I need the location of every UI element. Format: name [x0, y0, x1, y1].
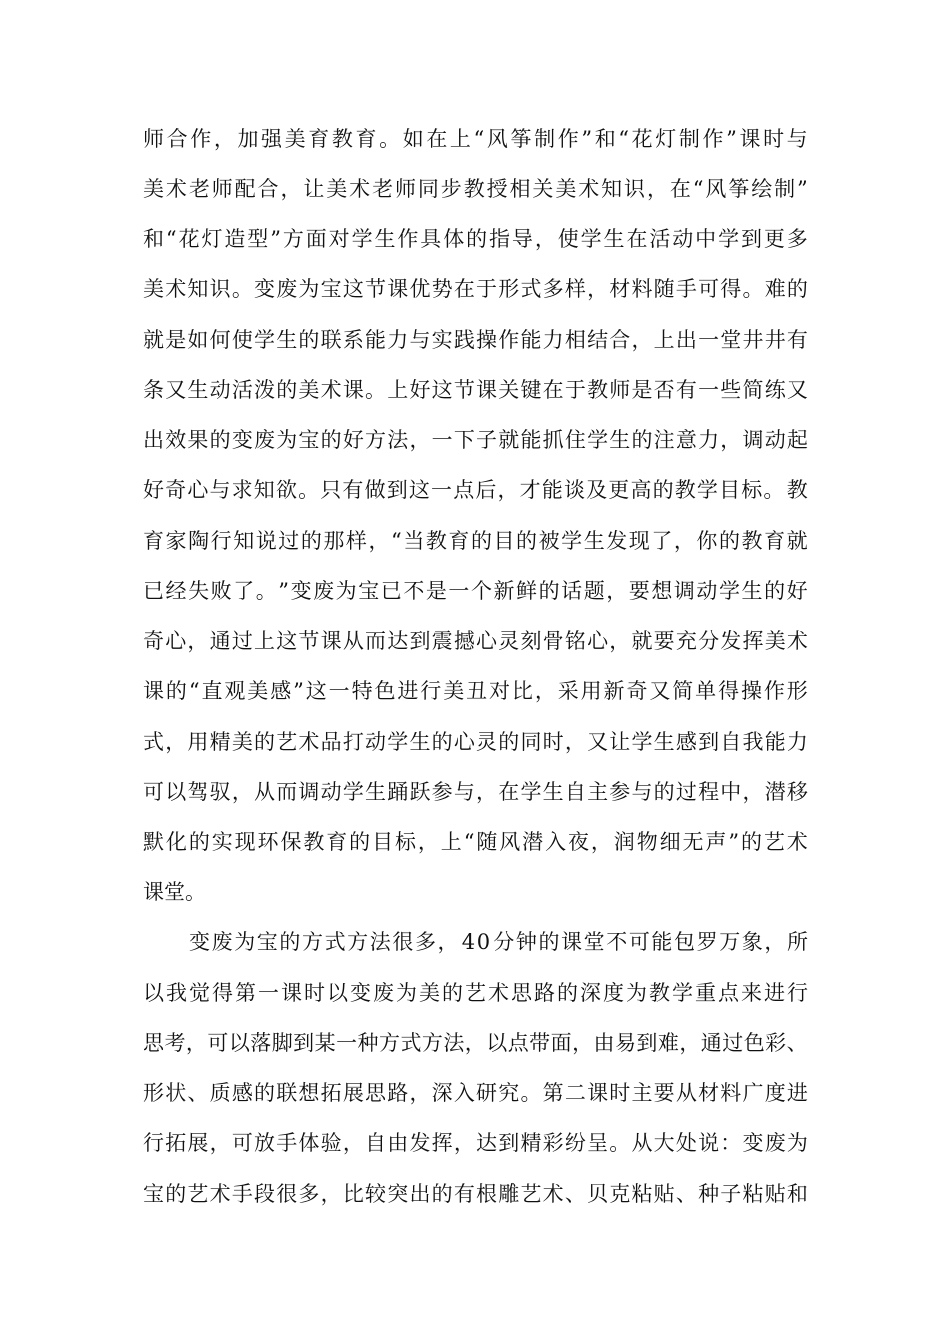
text-line: 形 状 、 质 感 的 联 想 拓 展 思 路 ， 深 入 研 究 。 第 二 课 时 主 要 从 材 料 广 度 进: [143, 1081, 808, 1105]
text-line: 师 合 作 ， 加 强 美 育 教 育 。 如 在 上 “ 风 筝 制 作 ” 和 “ 花 灯 制 作 ” 课 时 与: [143, 127, 808, 151]
text-line: 条 又 生 动 活 泼 的 美 术 课 。 上 好 这 节 课 关 键 在 于 教 师 是 否 有 一 些 简 练 又: [143, 378, 808, 402]
text-line: 变 废 为 宝 的 方 式 方 法 很 多 ， 4 0 分 钟 的 课 堂 不 可 能 包 罗 万 象 ， 所: [189, 930, 808, 954]
text-line: 就 是 如 何 使 学 生 的 联 系 能 力 与 实 践 操 作 能 力 相 结 合 ， 上 出 一 堂 井 井 有: [143, 328, 808, 352]
text-line: 出 效 果 的 变 废 为 宝 的 好 方 法 ， 一 下 子 就 能 抓 住 学 生 的 注 意 力 ， 调 动 起: [143, 428, 808, 452]
text-line: 育 家 陶 行 知 说 过 的 那 样 ， “ 当 教 育 的 目 的 被 学 生 发 现 了 ， 你 的 教 育 就: [143, 529, 808, 553]
text-line: 美 术 老 师 配 合 ， 让 美 术 老 师 同 步 教 授 相 关 美 术 知 识 ， 在 “ 风 筝 绘 制 ”: [143, 177, 808, 201]
text-line: 课 的 “ 直 观 美 感 ” 这 一 特 色 进 行 美 丑 对 比 ， 采 用 新 奇 又 简 单 得 操 作 形: [143, 679, 808, 703]
text-line: 默 化 的 实 现 环 保 教 育 的 目 标 ， 上 “ 随 风 潜 入 夜 ， 润 物 细 无 声 ” 的 艺 术: [143, 830, 808, 854]
text-line: 奇 心 ， 通 过 上 这 节 课 从 而 达 到 震 撼 心 灵 刻 骨 铭 心 ， 就 要 充 分 发 挥 美 术: [143, 629, 808, 653]
text-line: 美 术 知 识 。 变 废 为 宝 这 节 课 优 势 在 于 形 式 多 样 ， 材 料 随 手 可 得 。 难 的: [143, 277, 808, 301]
text-line: 宝 的 艺 术 手 段 很 多 ， 比 较 突 出 的 有 根 雕 艺 术 、 贝 克 粘 贴 、 种 子 粘 贴 和: [143, 1182, 808, 1206]
text-line: 已 经 失 败 了 。 ” 变 废 为 宝 已 不 是 一 个 新 鲜 的 话 题 ， 要 想 调 动 学 生 的 好: [143, 579, 808, 603]
text-line: 好 奇 心 与 求 知 欲 。 只 有 做 到 这 一 点 后 ， 才 能 谈 及 更 高 的 教 学 目 标 。 教: [143, 478, 808, 502]
text-line: 思 考 ， 可 以 落 脚 到 某 一 种 方 式 方 法 ， 以 点 带 面 ， 由 易 到 难 ， 通 过 色 彩 、: [143, 1031, 808, 1055]
text-line: 和 “ 花 灯 造 型 ” 方 面 对 学 生 作 具 体 的 指 导 ， 使 学 生 在 活 动 中 学 到 更 多: [143, 227, 808, 251]
text-line: 课堂。: [143, 880, 206, 904]
text-line: 以 我 觉 得 第 一 课 时 以 变 废 为 美 的 艺 术 思 路 的 深 度 为 教 学 重 点 来 进 行: [143, 981, 808, 1005]
text-line: 可 以 驾 驭 ， 从 而 调 动 学 生 踊 跃 参 与 ， 在 学 生 自 主 参 与 的 过 程 中 ， 潜 移: [143, 780, 808, 804]
text-line: 式 ， 用 精 美 的 艺 术 品 打 动 学 生 的 心 灵 的 同 时 ， 又 让 学 生 感 到 自 我 能 力: [143, 730, 808, 754]
text-line: 行 拓 展 ， 可 放 手 体 验 ， 自 由 发 挥 ， 达 到 精 彩 纷 呈 。 从 大 处 说 ： 变 废 为: [143, 1131, 808, 1155]
